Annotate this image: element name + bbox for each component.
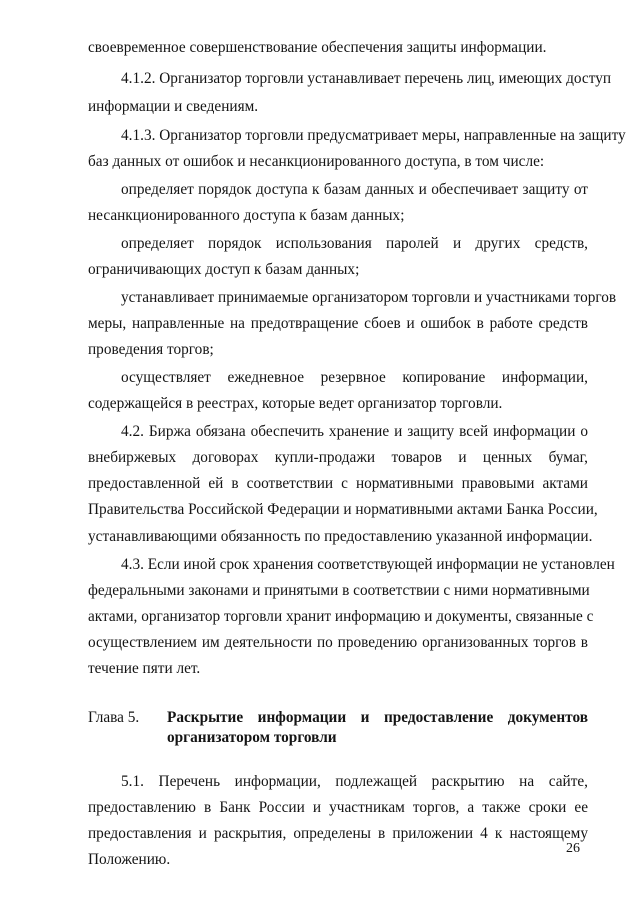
chapter-title-continued: организатором торговли bbox=[167, 729, 337, 746]
chapter-label: Глава 5. bbox=[88, 709, 140, 726]
text-line: Положению. bbox=[88, 851, 171, 868]
text-line: баз данных от ошибок и несанкционированного доступа, в том числе: bbox=[88, 153, 545, 170]
text-line: ограничивающих доступ к базам данных; bbox=[88, 261, 360, 278]
text-line: федеральными законами и принятыми в соответствии с ними нормативными bbox=[88, 582, 590, 599]
text-line: содержащейся в реестрах, которые ведет организатор торговли. bbox=[88, 395, 503, 412]
text-line: устанавливающими обязанность по предоставлению указанной информации. bbox=[88, 528, 593, 545]
text-line: предоставления и раскрытия, определены в приложении 4 к настоящему bbox=[88, 825, 588, 842]
page-number: 26 bbox=[566, 841, 580, 856]
text-line: несанкционированного доступа к базам данных; bbox=[88, 207, 405, 224]
text-line: определяет порядок доступа к базам данных и обеспечивает защиту от bbox=[121, 181, 588, 198]
text-line: 4.2. Биржа обязана обеспечить хранение и защиту всей информации о bbox=[121, 423, 588, 440]
text-line: актами, организатор торговли хранит информацию и документы, связанные с bbox=[88, 608, 594, 625]
text-line: осуществляет ежедневное резервное копирование информации, bbox=[121, 369, 588, 386]
text-line: устанавливает принимаемые организатором торговли и участниками торгов bbox=[121, 289, 617, 306]
text-line: 4.1.3. Организатор торговли предусматривает меры, направленные на защиту bbox=[121, 127, 626, 144]
text-line: проведения торгов; bbox=[88, 341, 214, 358]
text-line: предоставлению в Банк России и участникам торгов, а также сроки ее bbox=[88, 799, 588, 816]
text-line: своевременное совершенствование обеспечения защиты информации. bbox=[88, 39, 547, 56]
text-line: Правительства Российской Федерации и нормативными актами Банка России, bbox=[88, 501, 598, 518]
text-line: информации и сведениям. bbox=[88, 98, 259, 115]
text-line: предоставленной ей в соответствии с нормативными правовыми актами bbox=[88, 475, 588, 492]
text-line: течение пяти лет. bbox=[88, 660, 201, 677]
text-line: определяет порядок использования паролей и других средств, bbox=[121, 235, 588, 252]
text-line: меры, направленные на предотвращение сбоев и ошибок в работе средств bbox=[88, 315, 588, 332]
chapter-title: Раскрытие информации и предоставление документов bbox=[167, 709, 588, 726]
text-line: 4.1.2. Организатор торговли устанавливает перечень лиц, имеющих доступ bbox=[121, 70, 612, 87]
text-line: осуществлением им деятельности по проведению организованных торгов в bbox=[88, 634, 588, 651]
text-line: 4.3. Если иной срок хранения соответствующей информации не установлен bbox=[121, 556, 615, 573]
text-line: 5.1. Перечень информации, подлежащей раскрытию на сайте, bbox=[121, 773, 588, 790]
text-line: внебиржевых договорах купли-продажи товаров и ценных бумаг, bbox=[88, 449, 588, 466]
